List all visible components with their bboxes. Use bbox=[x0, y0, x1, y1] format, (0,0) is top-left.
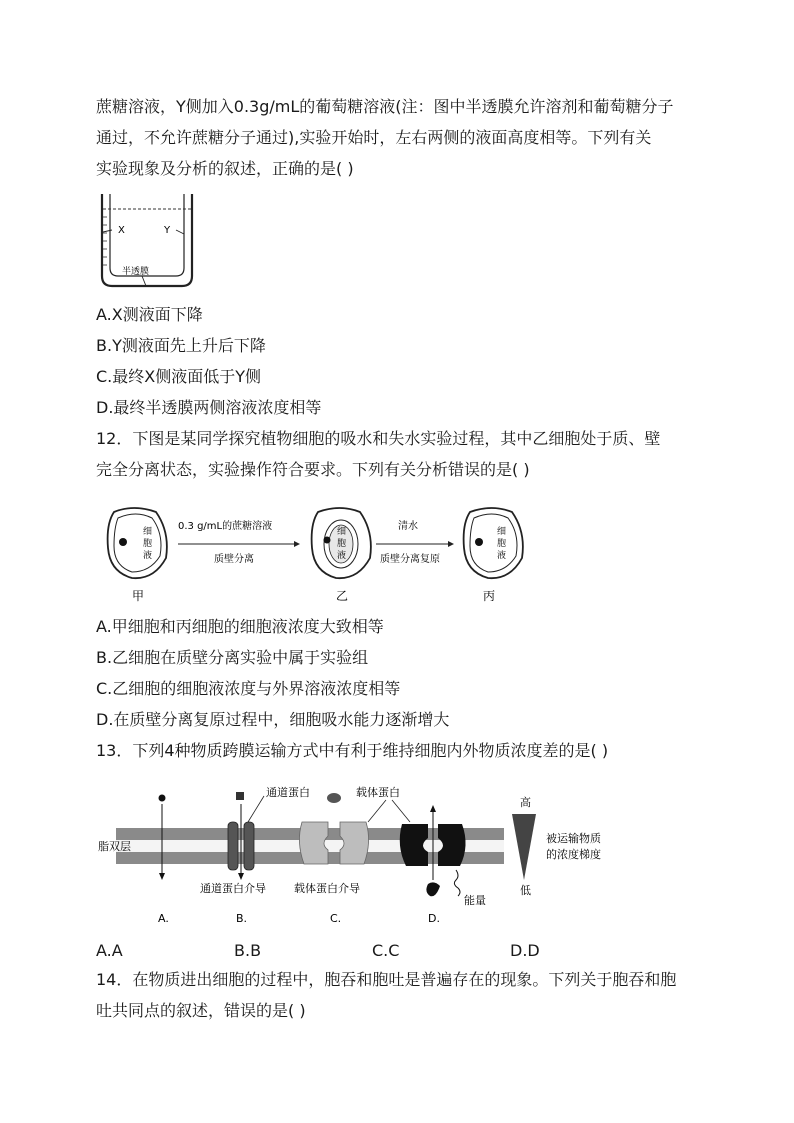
q11-text-line-3: 实验现象及分析的叙述，正确的是( ) bbox=[96, 159, 354, 178]
gradient-low-label: 低 bbox=[520, 884, 531, 897]
cell-bing bbox=[464, 508, 523, 578]
y-side-label: Y bbox=[164, 225, 171, 236]
cell-label-bing: 丙 bbox=[483, 589, 496, 603]
cell-jia bbox=[108, 508, 167, 578]
option-letter-d: D. bbox=[428, 912, 440, 925]
cell-bing-text: 细胞液 bbox=[497, 527, 507, 561]
channel-protein-label: 通道蛋白 bbox=[266, 786, 310, 799]
q11-option-c: C.最终X侧液面低于Y侧 bbox=[96, 367, 261, 386]
gradient-label-line-2: 的浓度梯度 bbox=[546, 848, 601, 861]
osmosis-beaker-diagram bbox=[96, 192, 200, 292]
arrow2-top-label: 清水 bbox=[398, 521, 418, 532]
q13-text-line-1: 13．下列4种物质跨膜运输方式中有利于维持细胞内外物质浓度差的是( ) bbox=[96, 741, 609, 760]
q12-option-b: B.乙细胞在质壁分离实验中属于实验组 bbox=[96, 648, 369, 667]
cell-label-yi: 乙 bbox=[336, 589, 349, 603]
option-letter-b: B. bbox=[236, 912, 248, 925]
gradient-high-label: 高 bbox=[520, 796, 531, 809]
q12-option-c: C.乙细胞的细胞液浓度与外界溶液浓度相等 bbox=[96, 679, 401, 698]
carrier-protein-label: 载体蛋白 bbox=[356, 786, 400, 799]
x-side-label: X bbox=[118, 225, 125, 236]
energy-label: 能量 bbox=[464, 894, 486, 907]
membrane-transport-diagram bbox=[96, 780, 626, 930]
channel-mediated-label: 通道蛋白介导 bbox=[200, 882, 266, 895]
q14-text-line-1: 14．在物质进出细胞的过程中，胞吞和胞吐是普遍存在的现象。下列关于胞吞和胞 bbox=[96, 970, 677, 989]
arrow2-bottom-label: 质壁分离复原 bbox=[380, 554, 440, 565]
q12-option-d: D.在质壁分离复原过程中，细胞吸水能力逐渐增大 bbox=[96, 710, 450, 729]
q11-option-a: A.X测液面下降 bbox=[96, 305, 203, 324]
q13-option-d: D.D bbox=[510, 941, 540, 960]
q12-text-line-2: 完全分离状态，实验操作符合要求。下列有关分析错误的是( ) bbox=[96, 460, 530, 479]
membrane-label: 半透膜 bbox=[122, 267, 150, 277]
cell-label-jia: 甲 bbox=[132, 589, 145, 603]
q11-option-b: B.Y测液面先上升后下降 bbox=[96, 336, 266, 355]
q12-option-a: A.甲细胞和丙细胞的细胞液浓度大致相等 bbox=[96, 617, 384, 636]
q11-text-line-2: 通过，不允许蔗糖分子通过),实验开始时，左右两侧的液面高度相等。下列有关 bbox=[96, 128, 652, 147]
q13-option-a: A.A bbox=[96, 941, 123, 960]
option-letter-c: C. bbox=[330, 912, 342, 925]
q11-option-d: D.最终半透膜两侧溶液浓度相等 bbox=[96, 398, 322, 417]
q11-text-line-1: 蔗糖溶液，Y侧加入0.3g/mL的葡萄糖溶液(注：图中半透膜允许溶剂和葡萄糖分子 bbox=[96, 97, 674, 116]
gradient-label-line-1: 被运输物质 bbox=[546, 832, 601, 845]
q14-text-line-2: 吐共同点的叙述，错误的是( ) bbox=[96, 1001, 306, 1020]
cell-yi bbox=[312, 508, 371, 578]
q13-option-c: C.C bbox=[372, 941, 400, 960]
carrier-mediated-label: 载体蛋白介导 bbox=[294, 882, 360, 895]
cell-jia-text: 细胞液 bbox=[143, 527, 153, 561]
q13-option-b: B.B bbox=[234, 941, 262, 960]
lipid-bilayer-label: 脂双层 bbox=[98, 840, 131, 853]
q12-text-line-1: 12．下图是某同学探究植物细胞的吸水和失水实验过程，其中乙细胞处于质、壁 bbox=[96, 429, 661, 448]
option-letter-a: A. bbox=[158, 912, 169, 925]
arrow1-top-label: 0.3 g/mL的蔗糖溶液 bbox=[178, 521, 273, 532]
cell-yi-text: 细胞液 bbox=[337, 527, 347, 561]
arrow1-bottom-label: 质壁分离 bbox=[214, 554, 254, 565]
plasmolysis-diagram bbox=[96, 502, 536, 606]
